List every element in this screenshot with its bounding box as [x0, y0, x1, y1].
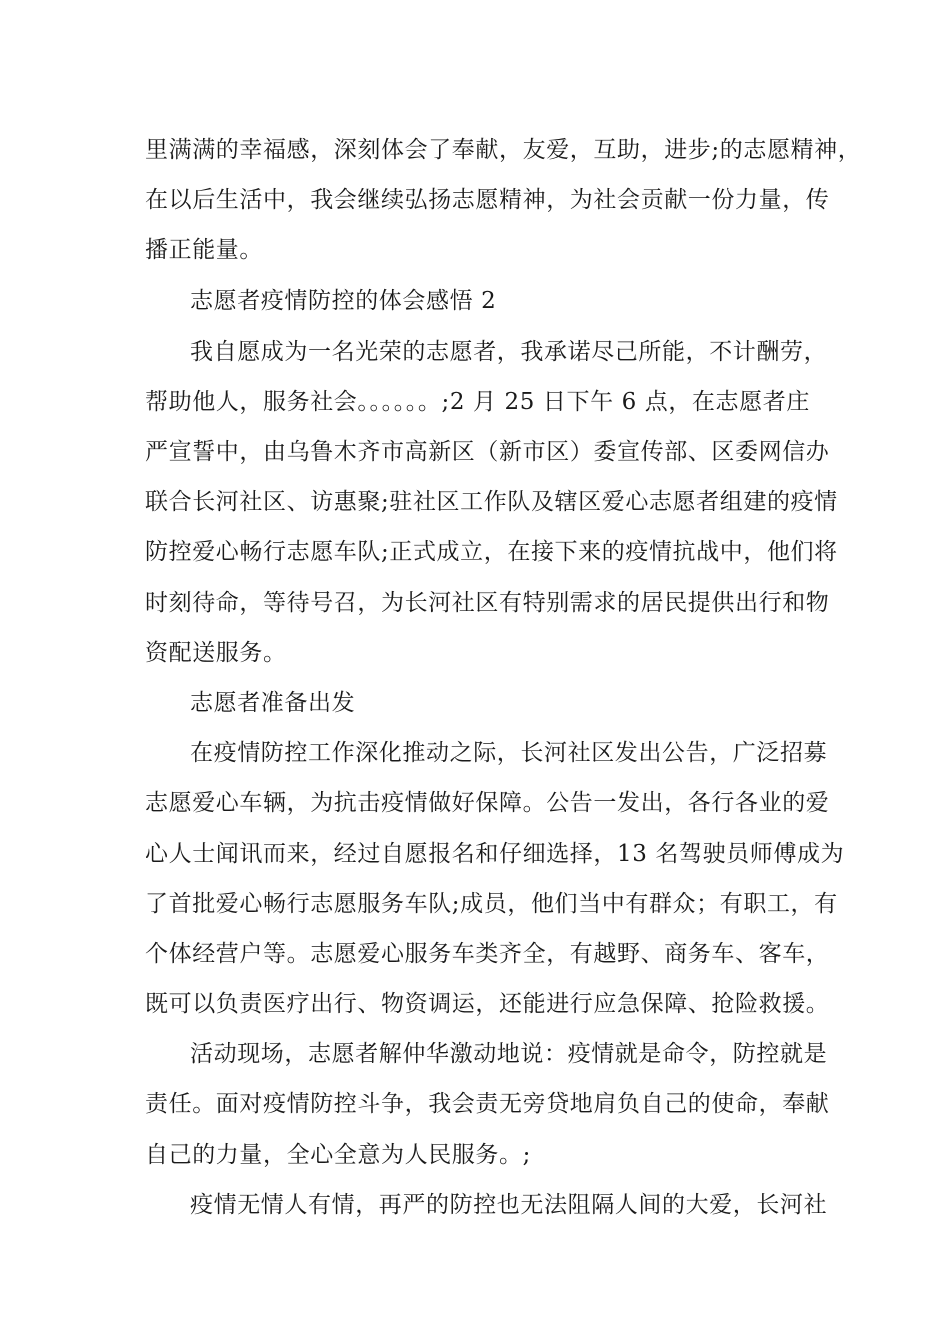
paragraph-2-line-7: 资配送服务。 — [145, 640, 287, 666]
paragraph-2-line-2: 帮助他人，服务社会。。。。。。;2 月 25 日下午 6 点，在志愿者庄 — [145, 389, 810, 415]
paragraph-4-line-2: 责任。面对疫情防控斗争，我会责无旁贷地肩负自己的使命，奉献 — [145, 1091, 830, 1117]
paragraph-1-line-3: 播正能量。 — [145, 237, 263, 263]
paragraph-3-line-2: 志愿爱心车辆，为抗击疫情做好保障。公告一发出，各行各业的爱 — [145, 790, 830, 816]
paragraph-3-line-3: 心人士闻讯而来，经过自愿报名和仔细选择，13 名驾驶员师傅成为 — [145, 841, 845, 867]
paragraph-2-line-1: 我自愿成为一名光荣的志愿者，我承诺尽己所能，不计酬劳， — [190, 339, 828, 365]
paragraph-1-line-2: 在以后生活中，我会继续弘扬志愿精神，为社会贡献一份力量，传 — [145, 187, 830, 213]
paragraph-3-line-6: 既可以负责医疗出行、物资调运，还能进行应急保障、抢险救援。 — [145, 991, 830, 1017]
paragraph-5-line-1: 疫情无情人有情，再严的防控也无法阻隔人间的大爱，长河社 — [190, 1192, 828, 1218]
paragraph-2-line-6: 时刻待命，等待号召，为长河社区有特别需求的居民提供出行和物 — [145, 590, 830, 616]
paragraph-3-line-1: 在疫情防控工作深化推动之际，长河社区发出公告，广泛招募 — [190, 740, 828, 766]
paragraph-3-line-4: 了首批爱心畅行志愿服务车队;成员，他们当中有群众；有职工，有 — [145, 891, 838, 917]
section-heading: 志愿者疫情防控的体会感悟 2 — [190, 288, 497, 314]
paragraph-4-line-1: 活动现场，志愿者解仲华激动地说：疫情就是命令，防控就是 — [190, 1041, 828, 1067]
subheading: 志愿者准备出发 — [190, 690, 356, 716]
paragraph-2-line-4: 联合长河社区、访惠聚;驻社区工作队及辖区爱心志愿者组建的疫情 — [145, 489, 838, 515]
paragraph-3-line-5: 个体经营户等。志愿爱心服务车类齐全，有越野、商务车、客车， — [145, 941, 830, 967]
paragraph-2-line-3: 严宣誓中，由乌鲁木齐市高新区（新市区）委宣传部、区委网信办 — [145, 439, 830, 465]
paragraph-1-line-1: 里满满的幸福感，深刻体会了奉献，友爱，互助，进步;的志愿精神， — [145, 137, 862, 163]
paragraph-2-line-5: 防控爱心畅行志愿车队;正式成立，在接下来的疫情抗战中，他们将 — [145, 539, 838, 565]
paragraph-4-line-3: 自己的力量，全心全意为人民服务。; — [145, 1142, 531, 1168]
